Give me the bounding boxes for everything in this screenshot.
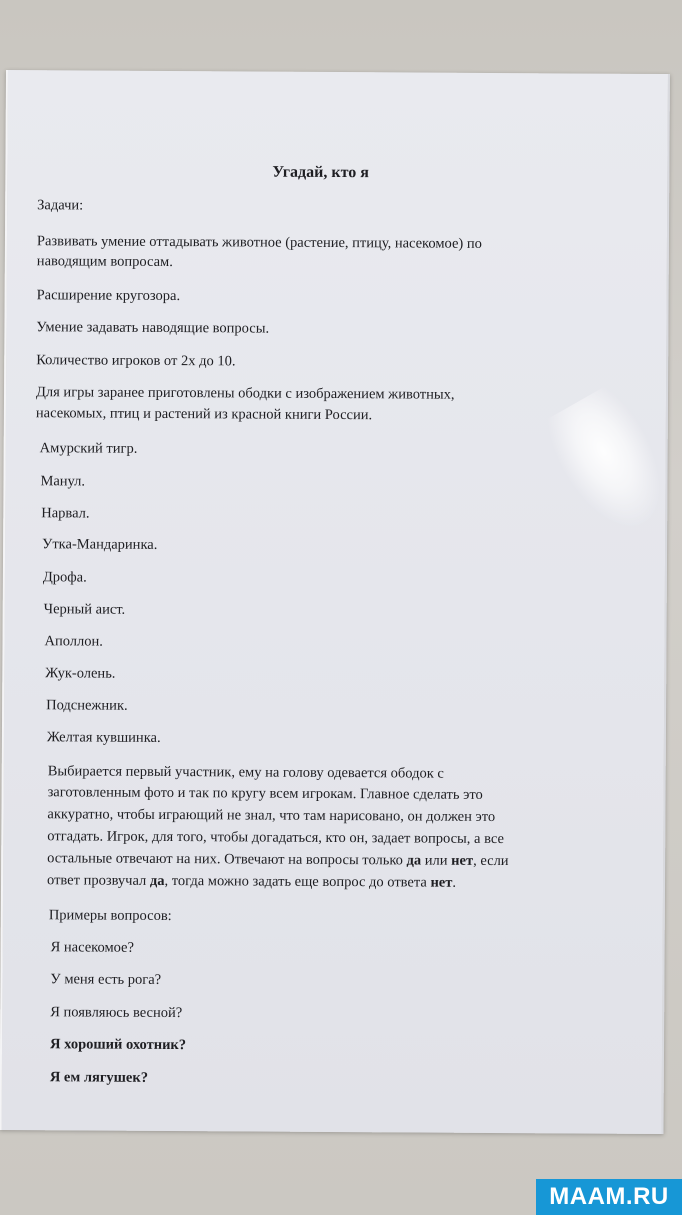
example-question: У меня есть рога? [50,971,162,988]
no-word: нет [451,852,474,869]
species-item: Нарвал. [41,505,90,522]
tasks-heading: Задачи: [37,197,84,214]
task-1-line-1: Развивать умение оттадывать животное (растение, птицу, насекомое) по [36,233,482,252]
example-question: Я хороший охотник? [50,1036,187,1054]
example-question: Я насекомое? [50,939,135,956]
species-item: Амурский тигр. [39,440,138,457]
site-watermark: MAAM.RU [536,1179,682,1215]
examples-heading: Примеры вопросов: [48,907,172,925]
example-question: Я появляюсь весной? [50,1004,183,1022]
task-3: Умение задавать наводящие вопросы. [36,319,270,337]
species-item: Утка-Мандаринка. [42,536,158,553]
species-item: Черный аист. [43,601,126,618]
rules-line-3: аккуратно, чтобы играющий не знал, что там нарисовано, он должен это [47,806,496,826]
rules-text: или [421,852,452,869]
rules-line-1: Выбирается первый участник, ему на голову одевается ободок с [47,763,444,782]
rules-text: ответ прозвучал [47,872,150,889]
prep-line-1: Для игры заранее приготовлены ободки с изображением животных, [35,384,455,403]
yes-word: да [149,872,165,889]
document-title: Угадай, кто я [272,163,369,182]
paper-sheet [0,70,670,1134]
rules-line-6 [47,869,456,893]
light-glare [537,381,682,547]
species-item: Подснежник. [46,697,128,714]
yes-word: да [406,852,422,869]
no-word: нет [430,874,453,891]
rules-text: , если [473,852,509,870]
rules-line-2: заготовленным фото и так по кругу всем игрокам. Главное сделать это [47,784,483,803]
rules-line-4: отгадать. Игрок, для того, чтобы догадаться, кто он, задает вопросы, а все [47,828,505,848]
task-1-line-2: наводящим вопросам. [36,253,173,271]
rules-text: остальные отвечают на них. Отвечают на вопросы только [47,850,407,869]
example-question: Я ем лягушек? [49,1069,149,1086]
species-item: Аполлон. [44,633,103,650]
species-item: Манул. [40,473,86,490]
rules-text: . [452,874,457,891]
prep-line-2: насекомых, птиц и растений из красной книги России. [35,405,373,424]
species-item: Жук-олень. [45,665,116,682]
species-item: Желтая кувшинка. [46,729,161,746]
task-2: Расширение кругозора. [36,287,181,305]
species-item: Дрофа. [42,569,87,586]
rules-line-5 [47,847,509,872]
rules-text: , тогда можно задать еще вопрос до ответа [164,872,431,891]
players-count: Количество игроков от 2х до 10. [36,352,236,370]
